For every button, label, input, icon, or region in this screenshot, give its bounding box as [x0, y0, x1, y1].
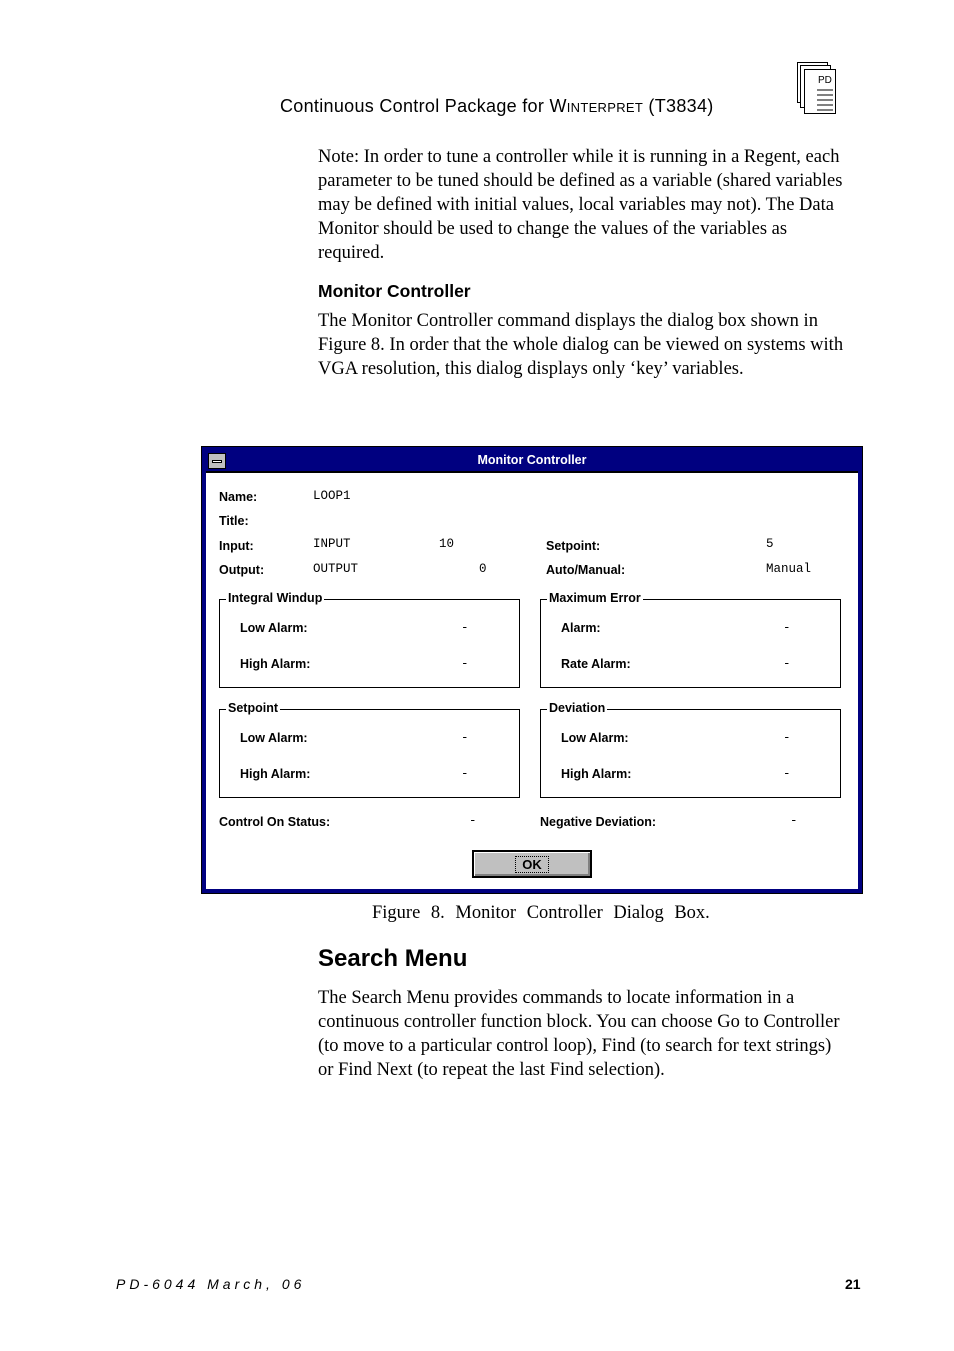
maximum-error-group [540, 591, 841, 688]
header-title-suffix: (T3834) [643, 96, 714, 116]
name-label: Name: [219, 490, 258, 504]
deviation-high-alarm-value: - [783, 767, 791, 781]
header-title-smallcaps: interpret [566, 96, 644, 116]
output-value: OUTPUT [313, 562, 359, 576]
integral-high-alarm-value: - [461, 657, 469, 671]
negative-deviation-value: - [790, 814, 798, 828]
document-pd-icon [797, 62, 837, 114]
integral-low-alarm-label: Low Alarm: [240, 621, 308, 635]
note-paragraph: Note: In order to tune a controller while it is running in a Regent, each parameter to be tuned should be defined as a variable (shared variables may be defined with initial values, local variables may not). The Data Monitor should be used to change the values of the variables as required. [318, 147, 843, 263]
monitor-controller-paragraph: The Monitor Controller command displays the dialog box shown in Figure 8. In order that the whole dialog can be viewed on systems with VGA resolution, this dialog displays only ‘key’ variables. [318, 311, 844, 379]
monitor-controller-dialog [202, 447, 862, 893]
setpoint-group-title: Setpoint [228, 701, 278, 715]
search-menu-paragraph: The Search Menu provides commands to locate information in a continuous controller function block. You can choose Go to Controller (to move to a particular control loop), Find (to search for text strings) or Find Next (to repeat the last Find selection). [318, 988, 840, 1080]
page-number: 21 [845, 1276, 861, 1292]
ok-button[interactable] [472, 850, 592, 878]
header-title-prefix: Continuous Control Package for W [280, 96, 567, 116]
input-value: INPUT [313, 537, 351, 551]
running-header [280, 96, 714, 117]
output-number: 0 [479, 562, 487, 576]
pd-icon-label: PD [818, 75, 832, 86]
maximum-error-title: Maximum Error [549, 591, 641, 605]
deviation-high-alarm-label: High Alarm: [561, 767, 632, 781]
setpoint-label: Setpoint: [546, 539, 601, 553]
negative-deviation-label: Negative Deviation: [540, 815, 657, 829]
dialog-titlebar [206, 451, 858, 473]
deviation-group-title: Deviation [549, 701, 606, 715]
max-error-rate-alarm-label: Rate Alarm: [561, 657, 631, 671]
auto-manual-value: Manual [766, 562, 812, 576]
dialog-title: Monitor Controller [477, 453, 587, 467]
figure-caption: Figure 8. Monitor Controller Dialog Box. [372, 903, 710, 923]
setpoint-value: 5 [766, 537, 774, 551]
auto-manual-label: Auto/Manual: [546, 563, 626, 577]
title-label: Title: [219, 514, 249, 528]
setpoint-low-alarm-value: - [461, 731, 469, 745]
deviation-low-alarm-value: - [783, 731, 791, 745]
integral-windup-group [219, 591, 520, 688]
deviation-group [540, 701, 841, 798]
name-value: LOOP1 [313, 489, 351, 503]
max-error-alarm-value: - [783, 621, 791, 635]
max-error-alarm-label: Alarm: [561, 621, 601, 635]
monitor-controller-heading: Monitor Controller [318, 281, 471, 301]
max-error-rate-alarm-value: - [783, 657, 791, 671]
setpoint-group [219, 701, 520, 798]
footer-document-id: PD-6044 March, 06 [116, 1276, 306, 1292]
deviation-low-alarm-label: Low Alarm: [561, 731, 629, 745]
setpoint-high-alarm-label: High Alarm: [240, 767, 311, 781]
output-label: Output: [219, 563, 265, 577]
integral-high-alarm-label: High Alarm: [240, 657, 311, 671]
input-number: 10 [439, 537, 455, 551]
setpoint-high-alarm-value: - [461, 767, 469, 781]
control-on-status-label: Control On Status: [219, 815, 331, 829]
setpoint-low-alarm-label: Low Alarm: [240, 731, 308, 745]
input-label: Input: [219, 539, 254, 553]
integral-low-alarm-value: - [461, 621, 469, 635]
integral-windup-title: Integral Windup [228, 591, 323, 605]
control-on-status-value: - [469, 814, 477, 828]
search-menu-heading: Search Menu [318, 945, 468, 972]
ok-button-label: OK [515, 856, 549, 873]
